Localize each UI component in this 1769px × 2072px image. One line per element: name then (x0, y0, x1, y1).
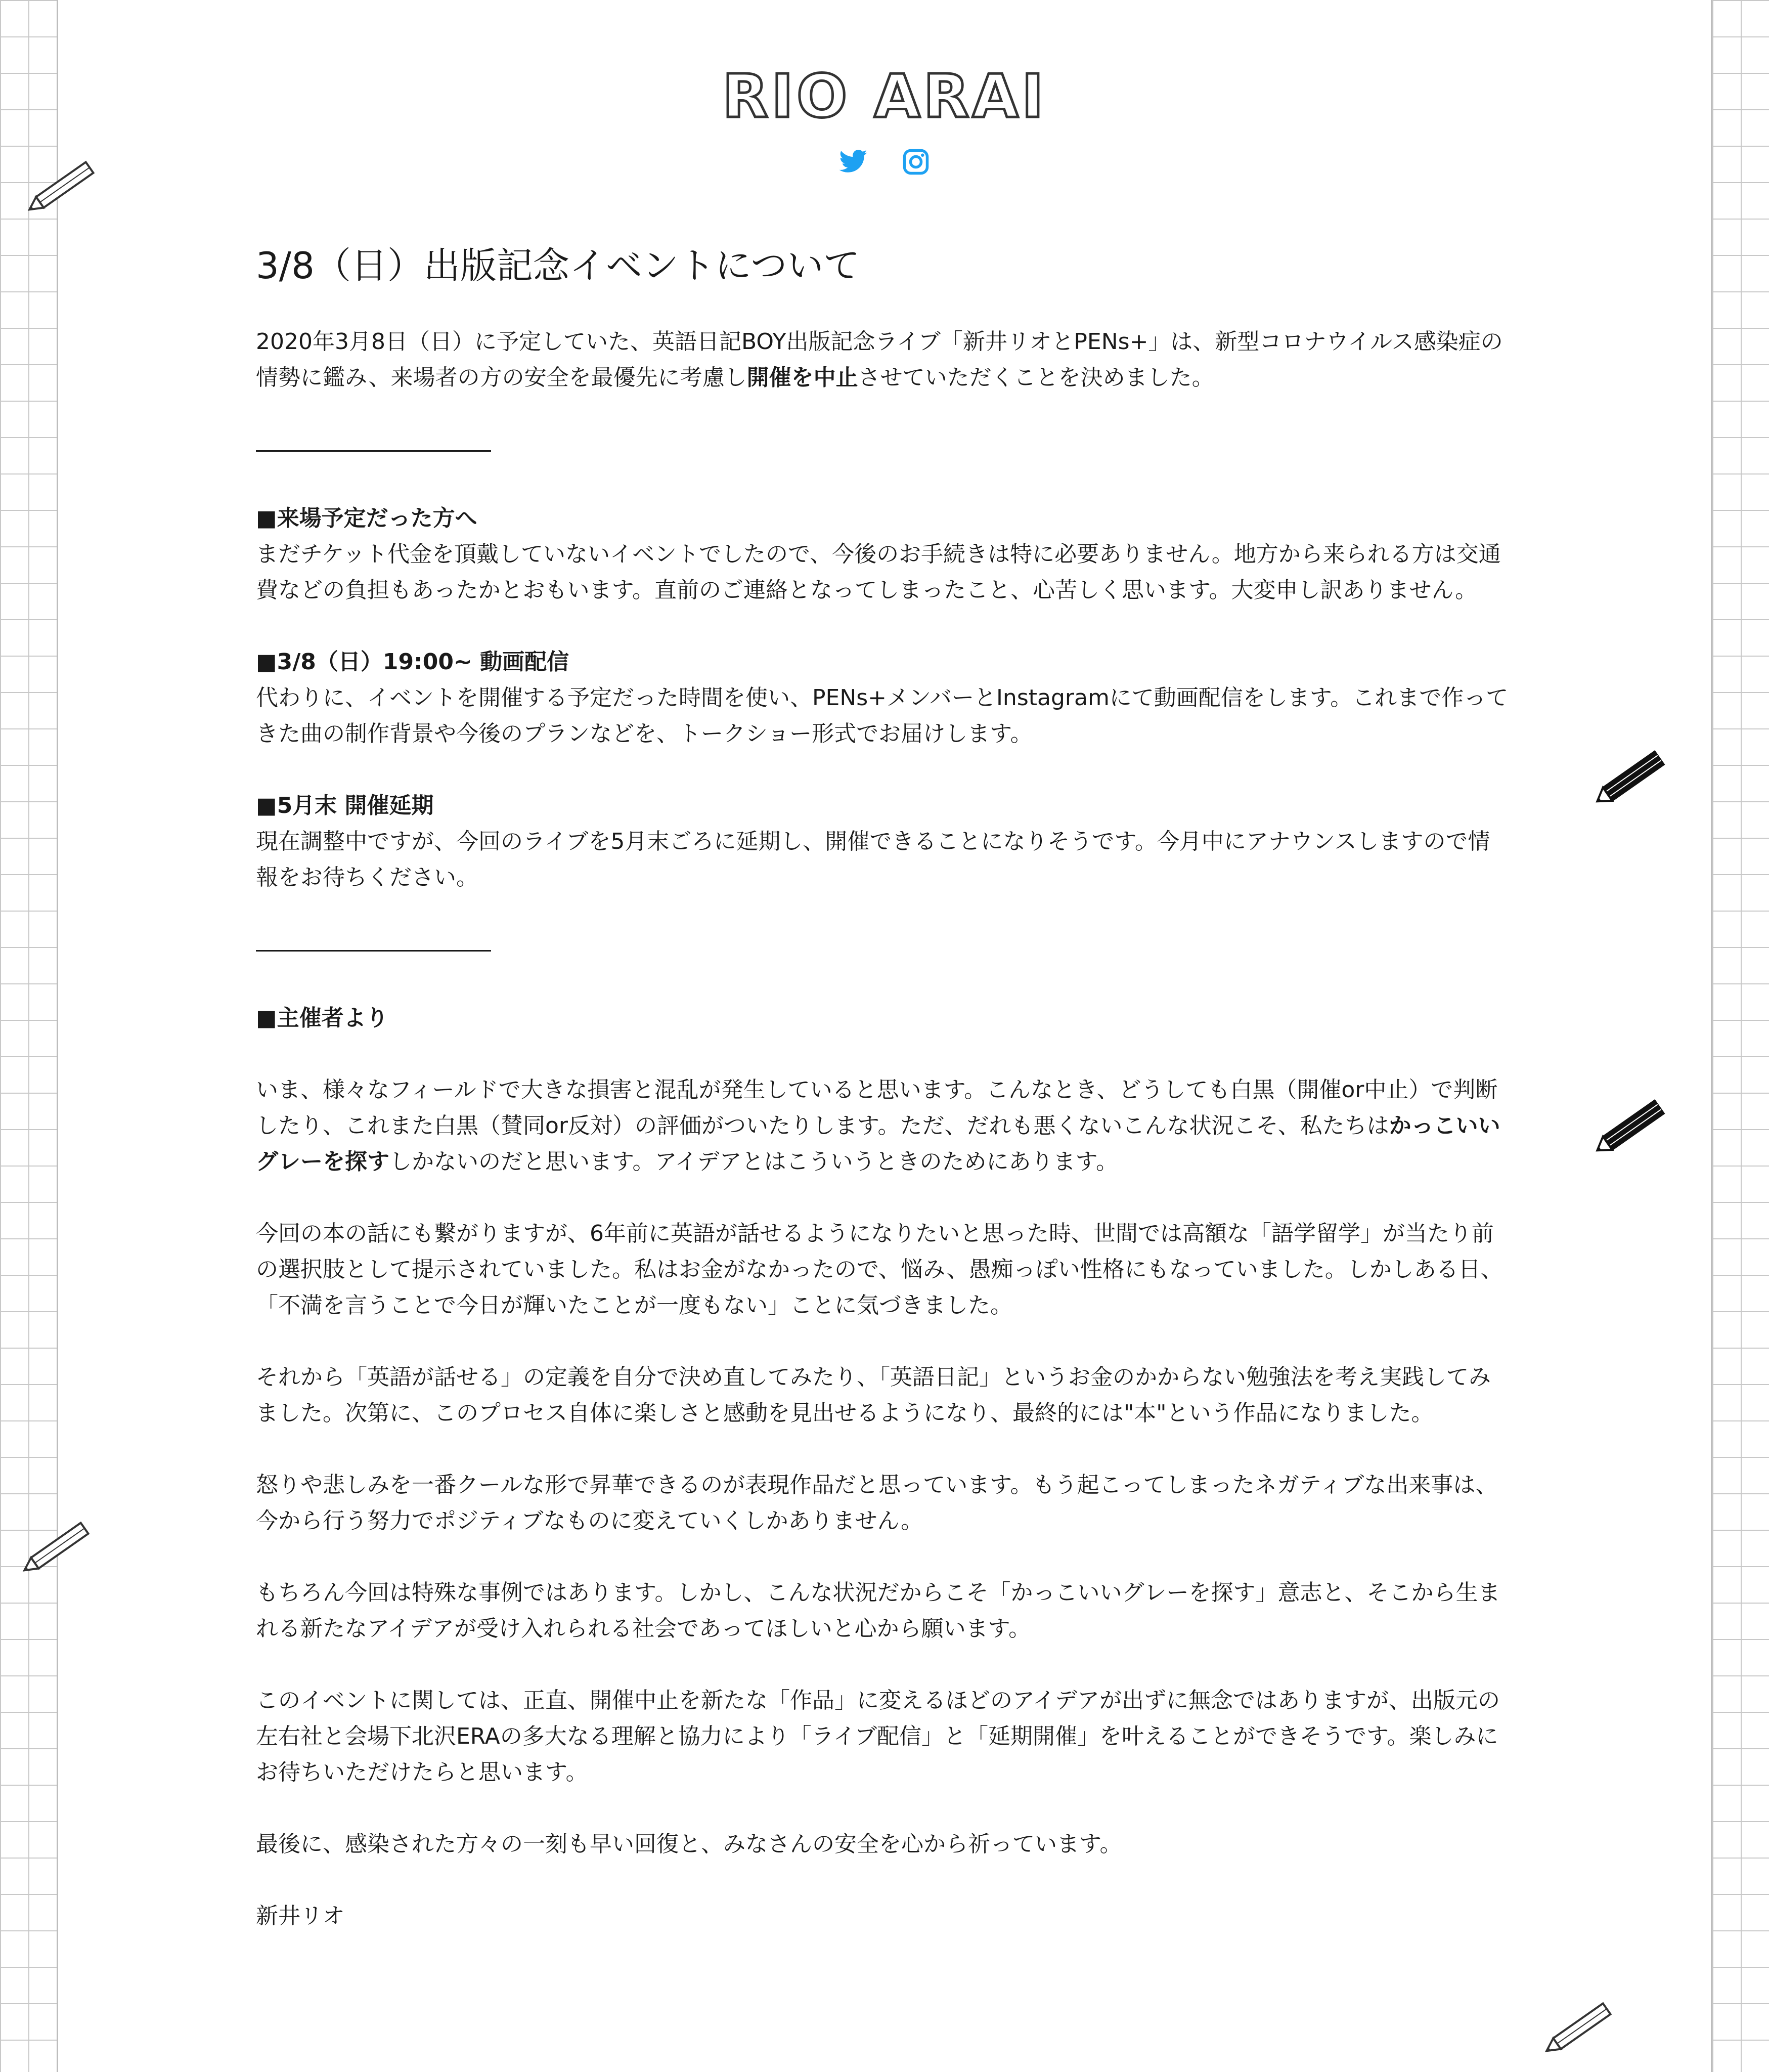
intro-paragraph (256, 324, 1510, 396)
signature: 新井リオ (256, 1903, 345, 1929)
section-heading-organizer: ■主催者より (256, 1005, 388, 1031)
section-heading-postpone: ■5月末 開催延期 (256, 793, 434, 818)
article-title: 3/8（日）出版記念イベントについて (256, 244, 860, 287)
site-header (0, 61, 1769, 177)
organizer-paragraph: このイベントに関しては、正直、開催中止を新たな「作品」に変えるほどのアイデアが出ずに無念ではありますが、出版元の左右社と会場下北沢ERAの多大なる理解と協力により「ライブ配信」と「延期開催」を叶えることができそうです。楽しみにお待ちいただけたらと思います。 (256, 1688, 1500, 1785)
section-body-attendees: まだチケット代金を頂戴していないイベントでしたので、今後のお手続きは特に必要ありません。地方から来られる方は交通費などの負担もあったかとおもいます。直前のご連絡となってしまったこと、心苦しく思います。大変申し訳ありません。 (256, 541, 1501, 603)
paragraph-text: しかないのだと思います。アイデアとはこういうときのためにあります。 (389, 1149, 1118, 1175)
paragraph-text: いま、様々なフィールドで大きな損害と混乱が発生していると思います。こんなとき、どうしても白黒（開催or中止）で判断したり、これまた白黒（賛同or反対）の評価がついたりします。ただ、だれも悪くないこんな状況こそ、私たちは (256, 1077, 1498, 1139)
instagram-icon[interactable] (901, 147, 931, 177)
site-logo[interactable]: RIO ARAI (722, 61, 1047, 131)
pencil-outline-icon (15, 1513, 101, 1583)
organizer-paragraph (256, 1072, 1510, 1180)
section-body-postpone: 現在調整中ですが、今回のライブを5月末ごろに延期し、開催できることになりそうです。今月中にアナウンスしますので情報をお待ちください。 (256, 829, 1490, 890)
organizer-paragraph: もちろん今回は特殊な事例ではあります。しかし、こんな状況だからこそ「かっこいいグレーを探す」意志と、そこから生まれる新たなアイデアが受け入れられる社会であってほしいと心から願います。 (256, 1580, 1500, 1642)
pencil-outline-icon (1537, 1993, 1623, 2064)
paragraph-emphasis: かっこいいグレーを探す (256, 1113, 1500, 1175)
pencil-filled-icon (1588, 1093, 1674, 1163)
intro-emphasis: 開催を中止 (746, 365, 858, 391)
section-heading-attendees: ■来場予定だった方へ (256, 505, 477, 531)
intro-text-end: させていただくことを決めました。 (858, 365, 1214, 391)
twitter-icon[interactable] (838, 147, 868, 177)
organizer-paragraph: 怒りや悲しみを一番クールな形で昇華できるのが表現作品だと思っています。もう起こってしまったネガティブな出来事は、今から行う努力でポジティブなものに変えていくしかありません。 (256, 1472, 1498, 1534)
pencil-filled-icon (1588, 744, 1674, 814)
article (256, 238, 1510, 1934)
social-links (0, 147, 1769, 177)
right-grid-decoration (1711, 0, 1769, 2072)
organizer-paragraph: 最後に、感染された方々の一刻も早い回復と、みなさんの安全を心から祈っています。 (256, 1831, 1122, 1857)
organizer-paragraph: 今回の本の話にも繋がりますが、6年前に英語が話せるようになりたいと思った時、世間では高額な「語学留学」が当たり前の選択肢として提示されていました。私はお金がなかったので、悩み、愚痴っぽい性格にもなっていました。しかしある日、「不満を言うことで今日が輝いたことが一度もない」ことに気づきました。 (256, 1221, 1503, 1318)
section-body-stream: 代わりに、イベントを開催する予定だった時間を使い、PENs+メンバーとInstagramにて動画配信をします。これまで作ってきた曲の制作背景や今後のプランなどを、トークショー形式でお届けします。 (256, 685, 1509, 747)
section-heading-stream: ■3/8（日）19:00~ 動画配信 (256, 649, 569, 675)
intro-text: 2020年3月8日（日）に予定していた、英語日記BOY出版記念ライブ「新井リオとPENs+」は、新型コロナウイルス感染症の情勢に鑑み、来場者の方の安全を最優先に考慮し (256, 329, 1503, 391)
organizer-paragraph: それから「英語が話せる」の定義を自分で決め直してみたり、「英語日記」というお金のかからない勉強法を考え実践してみました。次第に、このプロセス自体に楽しさと感動を見出せるようになり、最終的には"本"という作品になりました。 (256, 1364, 1491, 1426)
left-grid-decoration (0, 0, 58, 2072)
